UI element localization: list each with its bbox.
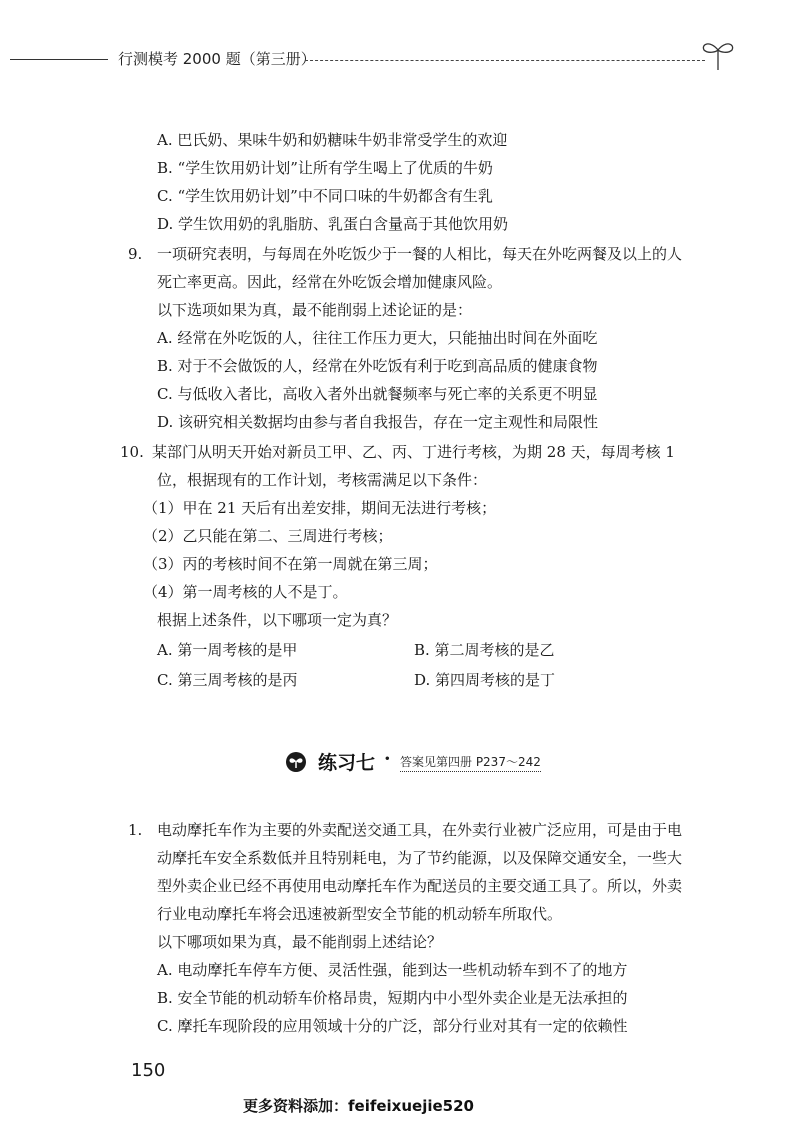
q10-option-c: C. 第三周考核的是丙	[157, 671, 298, 689]
p1-stem-line: 动摩托车安全系数低并且特别耗电，为了节约能源，以及保障交通安全，一些大	[157, 849, 683, 867]
p1-stem-line: 行业电动摩托车将会迅速被新型安全节能的机动轿车所取代。	[157, 905, 563, 923]
q10-stem-line: 位，根据现有的工作计划，考核需满足以下条件：	[157, 471, 488, 489]
q10-stem-line: 某部门从明天开始对新员工甲、乙、丙、丁进行考核，为期 28 天，每周考核 1	[152, 443, 675, 461]
p1-option-c: C. 摩托车现阶段的应用领域十分的广泛，部分行业对其有一定的依赖性	[157, 1017, 628, 1035]
q10-condition-2: （2）乙只能在第二、三周进行考核；	[143, 527, 393, 545]
book-title: 行测模考 2000 题（第三册）	[118, 50, 316, 68]
page-number: 150	[131, 1060, 166, 1081]
sprout-icon	[698, 38, 738, 72]
section-heading	[0, 748, 800, 778]
running-header	[10, 38, 790, 78]
header-rule-left	[10, 59, 108, 60]
sprout-badge-icon	[285, 751, 307, 773]
answer-reference: 答案见第四册 P237～242	[400, 753, 541, 772]
header-rule-right	[305, 60, 705, 61]
section-title: 练习七	[318, 752, 376, 774]
q8-option-c: C. “学生饮用奶计划”中不同口味的牛奶都含有生乳	[157, 187, 493, 205]
q8-option-d: D. 学生饮用奶的乳脂肪、乳蛋白含量高于其他饮用奶	[157, 215, 509, 233]
q8-option-a: A. 巴氏奶、果味牛奶和奶糖味牛奶非常受学生的欢迎	[157, 131, 508, 149]
p1-option-a: A. 电动摩托车停车方便、灵活性强，能到达一些机动轿车到不了的地方	[157, 961, 628, 979]
q10-condition-1: （1）甲在 21 天后有出差安排，期间无法进行考核；	[143, 499, 497, 517]
q10-question: 根据上述条件，以下哪项一定为真？	[157, 611, 398, 629]
section-separator: ·	[384, 748, 391, 770]
q9-question: 以下选项如果为真，最不能削弱上述论证的是：	[157, 301, 473, 319]
q9-option-c: C. 与低收入者比，高收入者外出就餐频率与死亡率的关系更不明显	[157, 385, 598, 403]
q9-option-d: D. 该研究相关数据均由参与者自我报告，存在一定主观性和局限性	[157, 413, 599, 431]
q10-option-b: B. 第二周考核的是乙	[414, 641, 555, 659]
p1-option-b: B. 安全节能的机动轿车价格昂贵，短期内中小型外卖企业是无法承担的	[157, 989, 628, 1007]
q10-option-a: A. 第一周考核的是甲	[157, 641, 298, 659]
p1-stem-line: 型外卖企业已经不再使用电动摩托车作为配送员的主要交通工具了。所以，外卖	[157, 877, 683, 895]
q10-number: 10.	[120, 443, 144, 461]
p1-stem-line: 电动摩托车作为主要的外卖配送交通工具，在外卖行业被广泛应用，可是由于电	[157, 821, 683, 839]
q9-stem-line: 死亡率更高。因此，经常在外吃饭会增加健康风险。	[157, 273, 503, 291]
q10-option-d: D. 第四周考核的是丁	[414, 671, 556, 689]
q9-stem-line: 一项研究表明，与每周在外吃饭少于一餐的人相比，每天在外吃两餐及以上的人	[157, 245, 683, 263]
q9-option-b: B. 对于不会做饭的人，经常在外吃饭有利于吃到高品质的健康食物	[157, 357, 598, 375]
q10-condition-3: （3）丙的考核时间不在第一周就在第三周；	[143, 555, 438, 573]
q9-number: 9.	[128, 245, 143, 263]
q9-option-a: A. 经常在外吃饭的人，往往工作压力更大，只能抽出时间在外面吃	[157, 329, 598, 347]
footer-contact: 更多资料添加：feifeixuejie520	[243, 1097, 474, 1115]
q10-condition-4: （4）第一周考核的人不是丁。	[143, 583, 348, 601]
q8-option-b: B. “学生饮用奶计划”让所有学生喝上了优质的牛奶	[157, 159, 493, 177]
p1-question: 以下哪项如果为真，最不能削弱上述结论？	[157, 933, 443, 951]
p1-number: 1.	[128, 821, 143, 839]
